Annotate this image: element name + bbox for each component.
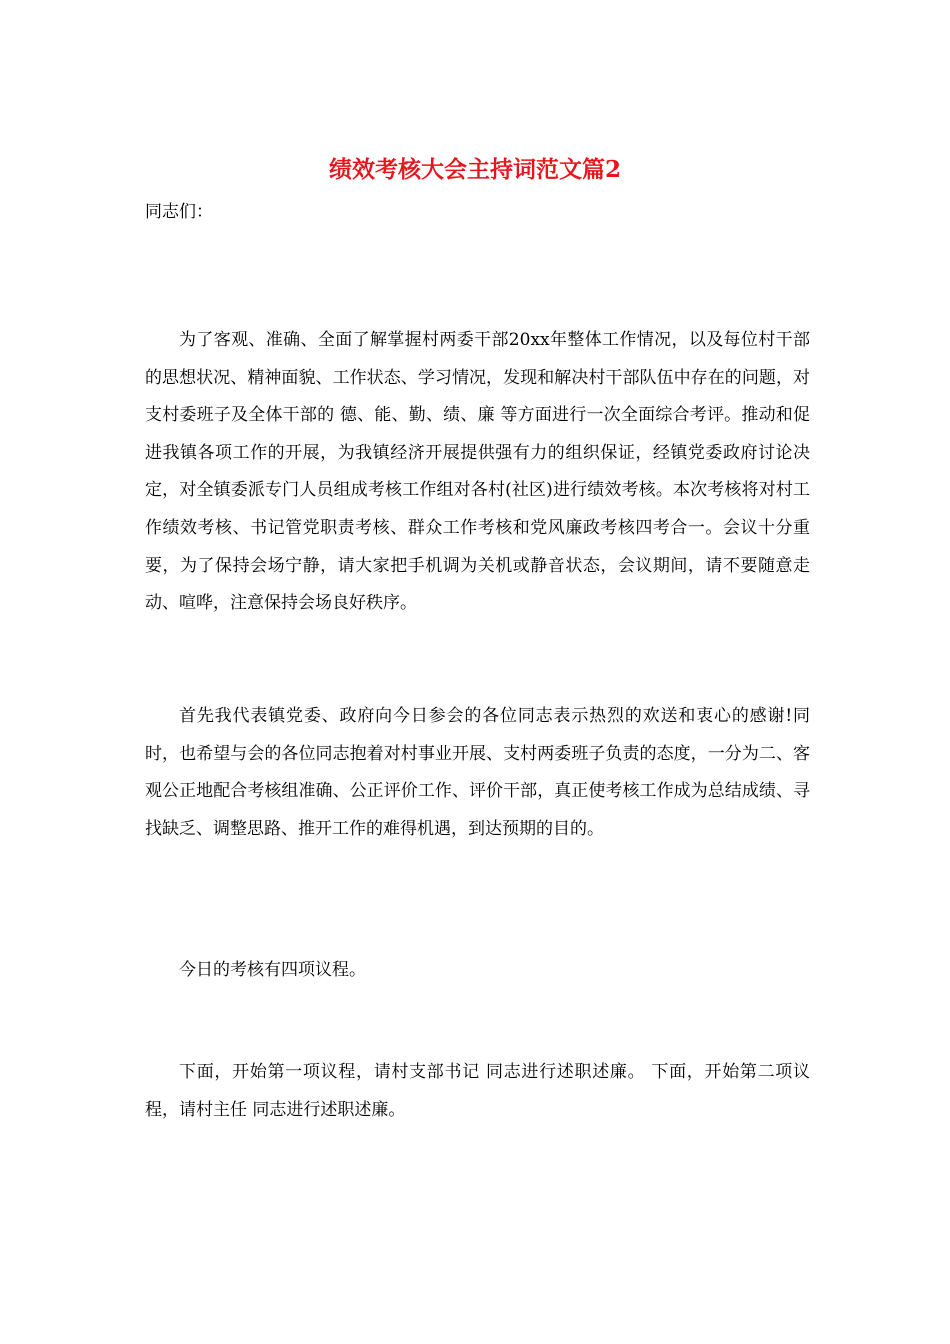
body-paragraph: 为了客观、准确、全面了解掌握村两委干部20xx年整体工作情况，以及每位村干部的思想状况、精神面貌、工作状态、学习情况，发现和解决村干部队伍中存在的问题，对支村委班子及全体干部的 德、能、勤、绩、廉 等方面进行一次全面综合考评。推动和促进我镇各项工作的开展，为我镇经济开展提供强有力的组织保证，经镇党委政府讨论决定，对全镇委派专门人员组成考核工作组对各村(社区)进行绩效考核。本次考核将对村工作绩效考核、书记管党职责考核、群众工作考核和党风廉政考核四考合一。会议十分重要，为了保持会场宁静，请大家把手机调为关机或静音状态，会议期间，请不要随意走动、喧哗，注意保持会场良好秩序。: [145, 330, 810, 614]
body-paragraph: 今日的考核有四项议程。: [179, 960, 366, 980]
salutation: 同志们：: [145, 202, 213, 222]
body-paragraph: 下面，开始第一项议程，请村支部书记 同志进行述职述廉。 下面，开始第二项议程，请村主任 同志进行述职述廉。: [145, 1062, 810, 1120]
body-paragraph: 首先我代表镇党委、政府向今日参会的各位同志表示热烈的欢送和衷心的感谢!同时，也希望与会的各位同志抱着对村事业开展、支村两委班子负责的态度，一分为二、客观公正地配合考核组准确、公正评价工作、评价干部，真正使考核工作成为总结成绩、寻找缺乏、调整思路、推开工作的难得机遇，到达预期的目的。: [145, 706, 810, 839]
document-title: 绩效考核大会主持词范文篇2: [328, 156, 621, 183]
